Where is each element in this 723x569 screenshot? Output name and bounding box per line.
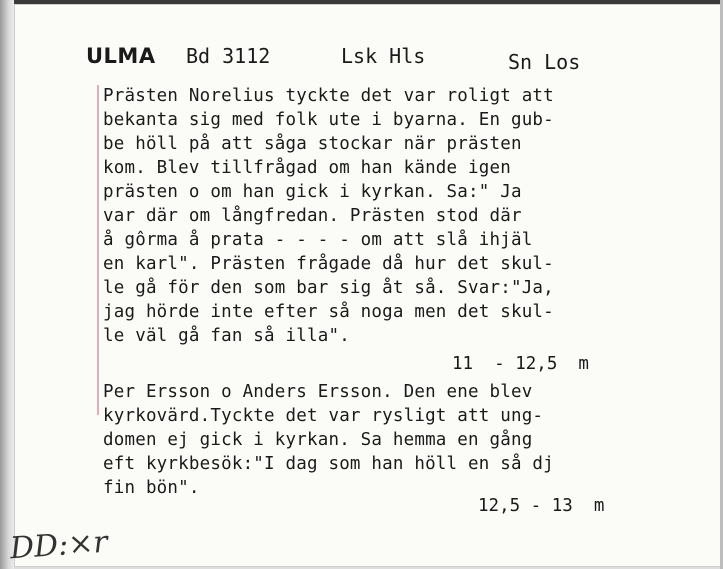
- text-line: eft kyrkbesök:"I dag som han höll en så dj: [103, 454, 554, 474]
- measurement-1: 11 - 12,5 m: [452, 354, 589, 374]
- text-line: prästen o om han gick i kyrkan. Sa:" Ja: [103, 182, 522, 202]
- text-line: Prästen Norelius tyckte det var roligt att: [103, 86, 554, 106]
- text-line: kyrkovärd.Tyckte det var rysligt att ung-: [103, 406, 544, 426]
- text-line: jag hörde inte efter så noga men det skul-: [103, 302, 554, 322]
- measurement-2: 12,5 - 13 m: [478, 496, 605, 516]
- text-line: fin bön".: [103, 478, 200, 498]
- text-line: en karl". Prästen frågade då hur det skul-: [103, 254, 554, 274]
- text-line: bekanta sig med folk ute i byarna. En gub-: [103, 110, 554, 130]
- text-line: var där om långfredan. Prästen stod där: [103, 206, 522, 226]
- parish-field: Sn Los: [508, 50, 581, 74]
- margin-rule: [97, 85, 99, 415]
- text-line: be höll på att såga stockar när prästen: [103, 134, 522, 154]
- card-left-edge: [0, 0, 14, 569]
- text-line: kom. Blev tillfrågad om han kände igen: [103, 158, 511, 178]
- text-line: å gôrma å prata - - - - om att slå ihjäl: [103, 230, 533, 250]
- province-field: Lsk Hls: [341, 44, 426, 68]
- text-line: domen ej gick i kyrkan. Sa hemma en gång: [103, 430, 533, 450]
- text-line: le gå för den som bar sig åt så. Svar:"Ja,: [103, 278, 554, 298]
- archive-code: ULMA: [86, 44, 156, 68]
- text-line: le väl gå fan så illa".: [103, 326, 350, 346]
- handwritten-signature: DD:×r: [8, 524, 109, 567]
- text-line: Per Ersson o Anders Ersson. Den ene blev: [103, 382, 533, 402]
- volume-number: Bd 3112: [186, 44, 271, 68]
